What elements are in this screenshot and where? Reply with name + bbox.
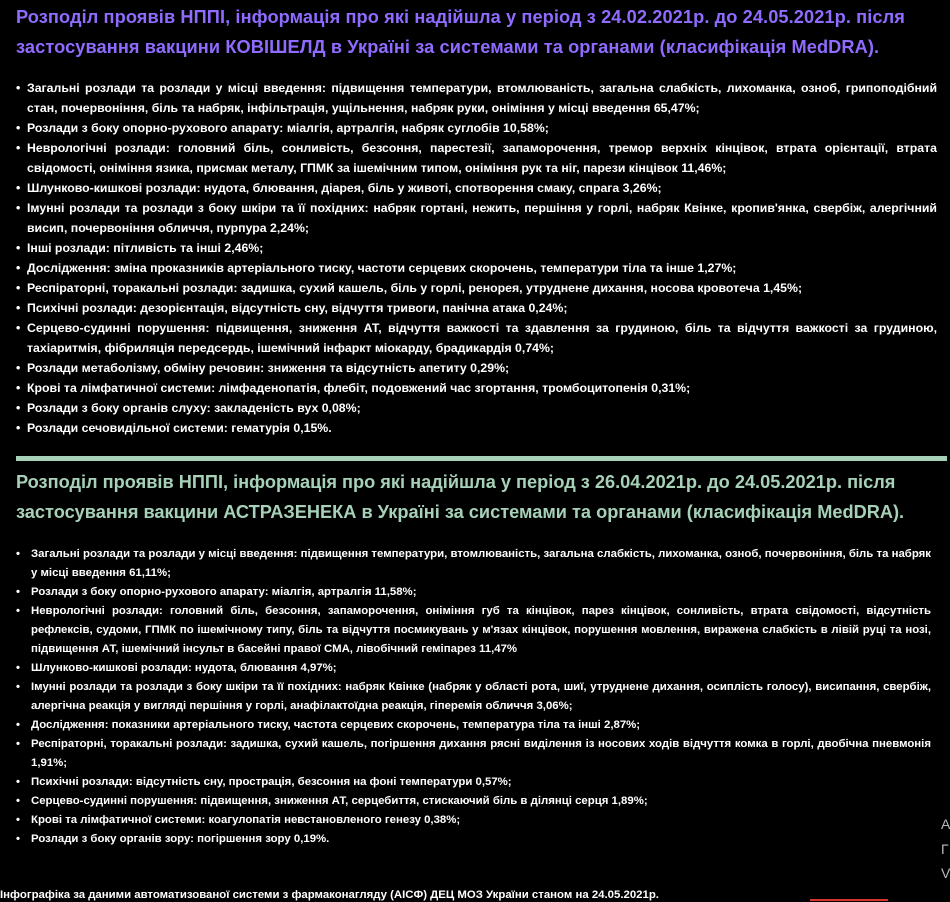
section-astrazeneca-title: Розподіл проявів НППІ, інформація про які надійшла у період з 26.04.2021р. до 24.05.2021р. після застосування вакцини АСТРАЗЕНЕКА в Україні за системами та органами (класифікація MedDRA). (16, 472, 905, 522)
list-item: • Респіраторні, торакальні розлади: задишка, сухий кашель, погіршення дихання рясні виділення із носових ходів відчуття комка в горлі, двобічна пневмонія 1,91%; (16, 735, 931, 773)
edge-fragment: Г (941, 841, 949, 857)
astrazeneca-list (16, 545, 931, 849)
list-item: • Шлунково-кишкові розлади: нудота, блювання, діарея, біль у животі, спотворення смаку, спрага 3,26%; (16, 178, 937, 198)
list-item: • Розлади з боку органів зору: погіршення зору 0,19%. (16, 830, 931, 849)
section-covishield-title: Розподіл проявів НППІ, інформація про які надійшла у період з 24.02.2021р. до 24.05.2021р. після застосування вакцини КОВІШЕЛД в Україні за системами та органами (класифікація MedDRA). (16, 7, 905, 57)
list-item: • Неврологічні розлади: головний біль, безсоння, запаморочення, оніміння губ та кінцівок, парез кінцівок, сонливість, втрата свідомості, відсутність рефлексів, судоми, ГПМК по ішемічному типу, біль та відчуття посмикувань у м'язах кінцівок, порушення мовлення, виражена слабкість в лівій руці та нозі, підвищення АТ, ішемічний інсульт в басейні правої СМА, лівобічний геміпарез 11,47% (16, 602, 931, 659)
list-item: • Імунні розлади та розлади з боку шкіри та її похідних: набряк гортані, нежить, першіння у горлі, набряк Квінке, кропив'янка, свербіж, алергічний висип, почервоніння обличчя, пурпура 2,24%; (16, 198, 937, 238)
section-divider (16, 456, 947, 461)
list-item: • Неврологічні розлади: головний біль, сонливість, безсоння, парестезії, запаморочення, тремор верхніх кінцівок, втрата орієнтації, втрата свідомості, оніміння язика, присмак металу, ГПМК за ішемічним типом, оніміння рук та ніг, парези кінцівок 11,46%; (16, 138, 937, 178)
list-item: • Розлади метаболізму, обміну речовин: зниження та відсутність апетиту 0,29%; (16, 358, 937, 378)
accent-bar (810, 899, 888, 901)
list-item: • Серцево-судинні порушення: підвищення, зниження АТ, серцебиття, стискаючий біль в ділянці серця 1,89%; (16, 792, 931, 811)
edge-fragment: А (941, 816, 950, 832)
footer-source-note: Інфографіка за даними автоматизованої системи з фармаконагляду (АІСФ) ДЕЦ МОЗ України станом на 24.05.2021р. (0, 889, 659, 901)
list-item: • Крові та лімфатичної системи: коагулопатія невстановленого генезу 0,38%; (16, 811, 931, 830)
list-item: • Розлади з боку опорно-рухового апарату: міалгія, артралгія 11,58%; (16, 583, 931, 602)
list-item: • Серцево-судинні порушення: підвищення, зниження АТ, відчуття важкості та здавлення за грудиною, біль та відчуття важкості за грудиною, тахіаритмія, фібриляція передсердь, ішемічний інфаркт міокарду, брадикардія 0,74%; (16, 318, 937, 358)
list-item: • Дослідження: показники артеріального тиску, частота серцевих скорочень, температура тіла та інші 2,87%; (16, 716, 931, 735)
list-item: • Розлади сечовидільної системи: гематурія 0,15%. (16, 418, 937, 438)
list-item: • Психічні розлади: дезорієнтація, відсутність сну, відчуття тривоги, панічна атака 0,24%; (16, 298, 937, 318)
list-item: • Шлунково-кишкові розлади: нудота, блювання 4,97%; (16, 659, 931, 678)
list-item: • Імунні розлади та розлади з боку шкіри та її похідних: набряк Квінке (набряк у області рота, шиї, утруднене дихання, осиплість голосу), висипання, свербіж, алергічна реакція у вигляді першіння у горлі, анафілактоїдна реакція, гіперемія обличчя 3,06%; (16, 678, 931, 716)
list-item: • Загальні розлади та розлади у місці введення: підвищення температури, втомлюваність, загальна слабкість, лихоманка, озноб, грипоподібний стан, почервоніння, біль та набряк, інфільтрація, ущільнення, набряк руки, оніміння у місці введення 65,47%; (16, 78, 937, 118)
list-item: • Дослідження: зміна проказників артеріального тиску, частоти серцевих скорочень, температури тіла та інше 1,27%; (16, 258, 937, 278)
list-item: • Розлади з боку опорно-рухового апарату: міалгія, артралгія, набряк суглобів 10,58%; (16, 118, 937, 138)
edge-fragment: V (941, 865, 950, 881)
list-item: • Інші розлади: пітливість та інші 2,46%; (16, 238, 937, 258)
list-item: • Розлади з боку органів слуху: закладеність вух 0,08%; (16, 398, 937, 418)
list-item: • Загальні розлади та розлади у місці введення: підвищення температури, втомлюваність, загальна слабкість, лихоманка, озноб, почервоніння, біль та набряк у місці введення 61,11%; (16, 545, 931, 583)
list-item: • Респіраторні, торакальні розлади: задишка, сухий кашель, біль у горлі, ренорея, утруднене дихання, носова кровотеча 1,45%; (16, 278, 937, 298)
list-item: • Психічні розлади: відсутність сну, прострація, безсоння на фоні температури 0,57%; (16, 773, 931, 792)
list-item: • Крові та лімфатичної системи: лімфаденопатія, флебіт, подовжений час згортання, тромбоцитопенія 0,31%; (16, 378, 937, 398)
covishield-list (16, 78, 937, 438)
